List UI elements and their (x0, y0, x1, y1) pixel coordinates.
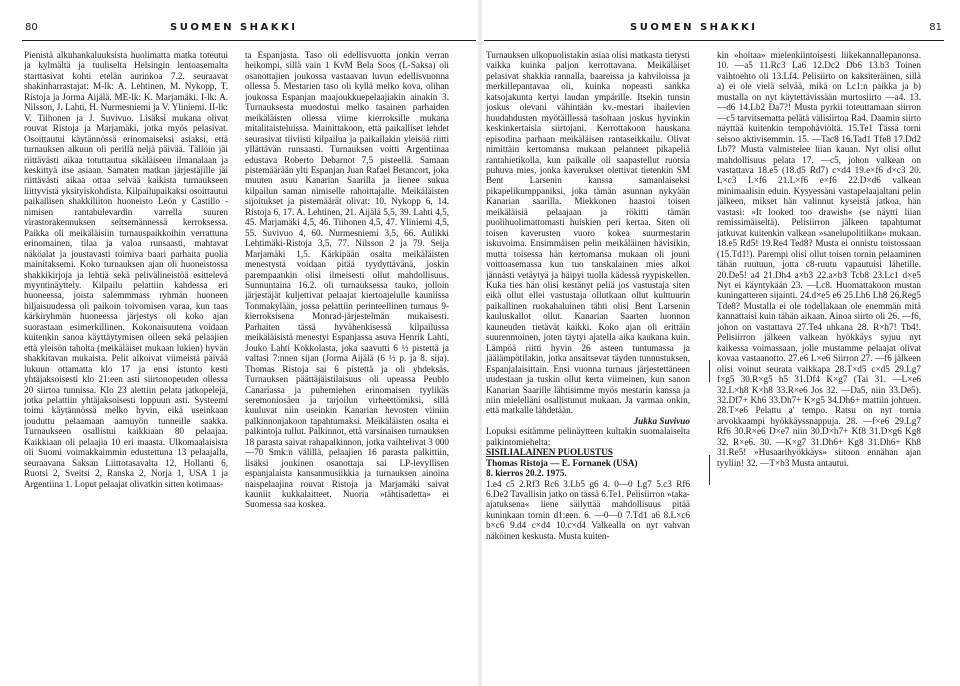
game-moves: 1.e4 c5 2.Rf3 Rc6 3.Lb5 g6 4. 0—0 Lg7 5.c3 Rf6 6.De2 Tavallisin jatko on tässä 6.Te1. Pelisiirron »taka-ajatuksena« liene säilyttää mahdollisuus pitää kuninkaan tornin d1:een. 6. —0—0 7.Td1 a6 8.L×c6 b×c6 9.d4 c×d4 10.c×d4 Valkealla on nyt vahvan näköinen keskusta. Musta kuiten- (486, 478, 690, 541)
game-intro: Lopuksi esitämme pelinäytteen kultakin suomalaiselta palkintomiehelta: (486, 426, 690, 447)
page-header (0, 22, 478, 36)
article-text: Pienistä alkuhankaluuksista huolimatta matka toteutui ja kylmältä ja tuuliselta Helsingin lentoasemalta starttasivat kohti etelän aurinkoa 7.2. seuraavat shakinharrastajat: M-lk: A. Lehtinen, M. Nykopp, T. Ristoja ja Jorma Aijälä. ME-lk: K. Marjamäki. I-lk: A. Nilsson, J. Lahti, H. Nurmesniemi ja V. Yliniemi. II-lk: V. Tiihonen ja J. Suvivuo. Lisäksi mukana olivat rouvat Ristoja ja Marjamäki, jotka myös pelasivat. Osoittautui käytännössä erinomaiseksi asiaksi, että turnauksen alkuun oli perillä neljä päivää. Tällöin jäi riittävästi aikaa totuttautua sikäläiseen ilmanalaan ja keskittyä itse asiaan. Samaten matkan järjestäjille jäi riittävästi aikaa ottaa selvää kaikista turnaukseen liittyvistä yksityiskohdista. Kilpailupaikaksi osoittautui paikallisen shakkiliiton huoneisto León y Castillo -nimisen rantabulevardin varrella suuren virastorakennuksen seitsemännessä kerroksessa. Paikka oli meikäläisiin turnauspaikkoihin verrattuna erinomainen, tilaa ja valoa runsaasti, mahtavat näköalat ja joustavasti toimiva baari parhaita puolia mainitaksemi. Koko turnauksen ajan oli huoneistossa shakkikirjoja ja lehtiä sekä pelivälineistöä esittelevä myyntinäyttely. Kilpailu pelattiin kahdessa eri huoneessa, joista salemmmass ryhmän huoneen hiljaisuudessa oli paikoin toivomisen varaa, kun taas kärkiryhmän huoneessa järjestys oli koko ajan suorastaan esimerkillinen. Kokonaisuutena voidaan kuitenkin sanoa käyttäytymisen olleen sekä pelaajien että yleisön taholta (meikäläiset mukaan lukien) hyvän shakkitavan mukaista. Pelit alkoivat viimeistä päivää lukuun ottamatta klo 17 ja ensi istunto kesti yhtäjaksoisesti klo 21:een asti siirtonopeuden ollessa 20 siirtoa tunnissa. Klo 23 alettiin pelata jatkopelejä, jotka pelattiin yhtäjaksoisesti loppuun asti. Systeemi toimi käytännössä melko hyvin, eikä useinkaan jouduttu pelaamaan aamuyön tunneille saakka. Turnaukseen osallistui kaikkiaan 80 pelaajaa. Kaikkiaan oli pelaajia 10 eri maasta. Ulkomaalaisista oli Suomi voimakkaimmin edustettuna 13 pelaajalla, seuraavana Saksan Liittotasavalta 12, Hollanti 6, Ruotsi 2, Sveitsi 2, Ranska 2, Norja 1, USA 1 ja Argentiina 1. Loput pelaajat olivatkin sitten kotimaas- (24, 50, 228, 489)
article-column-4 (717, 50, 921, 682)
article-column-1 (24, 50, 228, 682)
page-number: 80 (25, 22, 38, 33)
magazine-title: SUOMEN SHAKKI (170, 22, 298, 33)
article-text: ta Espanjasta. Taso oli edellisvuotta jonkin verran heikompi, sillä vain 1 KvM Bela Soos (L-Saksa) oli osanottajien joukossa vastaavan luvun edellisvuonna ollessa 5. Mestarien taso oli kyllä melko kova, olihan joukossa Espanjan maajoukkuepelaajiakin ainakin 3. Turnauksesta muodostui melko tasainen parhaiden meikäläisten ollessa viime kierroksille mukana mitalitaisteluissa. Mainittakoon, että paikalliset lehdet seurasivat tiiviisti kilpailua ja paikallakin yleisöä riitti yllättävän runsaasti. Turnauksen voitti Argentiinaa edustava Roberto Debarnot 7,5 pisteellä. Samaan pistemäärään ylti Espanjan Juan Rafael Betancort, joka muuten asuu Kanarian Saarilla ja lienee sukua kilpailun saman nimiselle rahoittajalle. Meikäläisten sijoitukset ja pistemäärät olivat: 10. Nykopp 6, 14. Ristoja 6, 17. A. Lehtinen, 21. Aijälä 5,5, 39. Lahti 4,5, 45. Marjamäki 4,5, 46. Tiihonen 4,5, 47. Yliniemi 4,5, 55. Suvivuo 4, 60. Nurmesniemi 3,5, 66. Aulikki Lehtimäki-Ristoja 3,5, 77. Nilsson 2 ja 79. Seija Marjamäki 1,5. Kärkipään osalta meikäläisten menestystä voidaan pitää tyydyttävänä, joskin parempaankin olisi ilmeisesti ollut mahdollisuus. Sunnuntaina 16.2. oli turnauksessa tauko, jolloin järjestäjät kuljettivat pelaajat kiertoajelulle kauniissa Tonmakylään, jossa pelattiin perinteellinen turnaus 9-kierroksisena Monrad-järjestelmän mukaisesti. Parhaiten tässä hyvähenkisessä kilpailussa meikäläisistä menestyi Espanjassa asuva Henrik Lahti, Jouko Lahti Kokkolasta, joka saavutti 6 ½ pistettä ja valtasi 7:nnen sijan (Jorma Aijälä (6 ½ p. ja 8. sija). Thomas Ristoja sai 6 pistettä ja oli yhdeksäs. Turnauksen päättäjäistilaisuus oli upeassa Peublo Canariassa ja puhemiehen erinomaisen tyylikäs seremoniosäen ja tarjoilun virheettömiksi, sillä kuuluvat niin useinkin Kanarian hevosten viiniin palkinnonjakoon tapahtumaksi. Meikäläisten osalta ei palkintoja tullut. Palkinnot, että varsinaisen turnauksen 18 parasta saivat rahapalkinnon, jotka vaihtelivat 3 000—70 Smk:n välillä, pelaajien 16 parasta palkittiin, lisäksi joukinen osanottaja sai LP-levyllisen espanjalaista kansanmusiikkia ja turnauksen ainoina naispelaajina rouvat Ristoja ja Marjamäki saivat kauniit kukkalaitteet. Nuoria »tähtisadetta» ei Suomessa saa koskea. (245, 50, 449, 510)
game-players: Thomas Ristoja — E. Fornanek (USA) (486, 457, 638, 468)
game-commentary: kin »hoitaa» mielenkiintoisesti liikekannallepanonsa. 10. —a5 11.Rc3 La6 12.Dc2 Db6 13.b3 Toinen vaihtoehto oli 13.Lf4. Pelisiirto on kaksiteräinen, sillä a) ei ole vielä selvää, mikä on Lc1:n paikka ja b) mustalla on nyt käytettävissään murtosiirto —a4. 13. —d6 14.Lb2 Da7?! Musta pyrkii toteuttamaan siirron —c5 tarvitsematta pelätä välisiirtoa Ra4. Daamin siirto näyttää kuitenkin tempohäviöltä. 15.Te1 Tässä torni seisoo aktivisemmin. 15. —Tac8 16.Tad1 Tfe8 17.Dd2 Lb7? Musta valmistelee liian kauan. Nyt olisi ollut mahdollisuus pelata 17. —c5, johon valkean on vastattava 18.e5 (18.d5 Rd7) c×d4 19.e×f6 d×c3 20. L×c3 L×f6 21.L×f6 e×f6 22.D×d6 valkean minimaalisin eduin. Kysyessäni vastapelaajaltani pelin jälkeen, mikset hän valinnut kyseistä jatkoa, hän vastasi: »It looked too drawish« (se näytti liian remissimäiseltä). Pelisiirron jälkeen tapahtumat jatkuvat kuitenkin valkean »sanelupolitiikan« mukaan. 18.e5 Rd5! 19.Re4 Ted8? Musta ei onnistu toistossaan (15.Td1!). Parempi olisi ollut toisen tornin pelaaminen tähän ruutuun, jotta c8-ruutu vapautuisi lähetille. 20.De5! a4 21.Dh4 a×b3 22.a×b3 Tcb8 23.Lc1 d×e5 Nyt ei käyntykään 23. —Lc8. Huomattakoon mustan kuningatteren sijainti. 24.d×e5 e6 25.Lh6 Lh8 26.Reg5 Tde8? Mustalla ei ole todellakaan ole enemmän mitä kannattaisi kuin tähän aikaan. Ainoa siirto oli 26. —f6, johon on vastattava 27.Te4 uhkana 28. R×h7! Tb4!. Pelisiirron jälkeen valkean hyökkäys syjuu nyt kaikessa voimassaan, jolle mustamme pelaajat olivat kovaa vastaanotto. 27.e6 L×e6 Siirron 27. —f6 jälkeen olisi voinut seurata vaikkapa 28.T×d5 c×d5 29.Lg7 f×g5 30.R×g5 h5 31.Df4 K×g7 (Tai 31. —L×e6 32.L×h8 K×h8 33.R×e6 Jos 32. —Da5, niin 33.De5). 32.Df7+ Kh6 33.Dh7+ K×g5 34.Dh6+ mattiin johtuen. 28.T×e6 Pelattu a' tempo. Ratsu on nyt tornia arvokkaampi hyökkäyssnappuja. 28. —f×e6 29.Lg7 Rf6 30.R×e6 D×e7 niin 30.D×h7+ Kf8 31.D×g6 Kg8 32. R×e6. 30. —K×g7 31.Dh6+ Kg8 31.Dh6+ Kh8 31.Re5! »Husaarihyökkäys» siitoon ennähan ajan tyyliin! 32. —T×b3 Musta antautui. (717, 50, 921, 468)
game-round: 8. kierros 20.2. 1975. (486, 468, 567, 479)
left-page (0, 0, 478, 686)
right-page (482, 0, 960, 686)
margin-mark (709, 455, 710, 485)
article-column-2 (245, 50, 449, 682)
article-column-3 (486, 50, 690, 682)
header-rule (22, 40, 476, 41)
article-text: Turnauksen ulkopuolistakin asiaa olisi matkasta tietysti vaikka kuinka paljon kerrottavana. Meikäläiset pelasivat shakkia rannalla, baareissa ja kahviloissa ja merkillepantavaa oli, kuinka nopeasti sankka katsojakunta kertyi laudan ympärille. Itsekin tunsin joskus olevani vähintään kv.-mestari ihailevien huudahdusten myötäillessä tasoltaan joskus hyvinkin keskinkertaisia siirtojani. Kerrottakoon hauskana episodina parhaan meikäläisen rantaseikkailu. Olivat nimittäin kertomansa mukaan pelanneet pikapeliä rantahietikolla, kun paikalle oli saapastellut ruotsia puhuva mies, jonka kaverukset olettivat tietenkin SM Bent Larsenin kanssa samanlaiseksi pikapelikumppaniksi, joka tämän asunnan nykyään Kanarian saarilla. Miekkonen haastoi toisen meikäläisiä pelaajaan ja rökitti tämän puolihuolimattomasti huiskien peri kertaa. Siten oli toisen kaverusten vuoro kokea suurmestarin iskuvoima. Ensimmäisen pelin meikäläinen hävisikin, mutta toisessa hän kertomansa mukaan oli jouni voittoasemassa kun tuo tanskalainen mies alkoi jännästi vetäytyä ja häipyi tuolla kädessä ryypiskellen. Kuka ties hän olisi kestänyt peliä jos vastustaja siten eikä ollut ellei vastustaja ollutkaan ollut kulttuurin paikallinen ruokahaluinen tähti olisi Bent Larsenin kauluskallot ollut. Kanarian Saarten luonnon kauneuden tietävät kaikki. Koko ajan oli erittäin suurenmoinen, joten täytyi ajatella aika kaukana kuin. Lämpöä riitti hyvin 26 asteen tuntumassa ja jäälämpötilakin, jotka ansaitsevat täyden tunnustuksen, Espanjalaisittain. Ensi vuonna turnaus järjestettäneen uudestaan ja tuskin ollut kerta viimeinen, kun sanon Kanarian Saarille lähtisimme myös mestarin kanssa ja niin mielelläni osallistunut mukaan. Ja varmaa onkin, että matkalle lähdetään. (486, 50, 690, 416)
opening-title: SISILIALAINEN PUOLUSTUS (486, 447, 613, 458)
page-header (482, 22, 960, 36)
author-signature: Jukka Suvivuo (633, 415, 690, 426)
magazine-title: SUOMEN SHAKKI (630, 22, 758, 33)
header-rule (484, 40, 944, 41)
margin-mark (709, 360, 710, 382)
page-number: 81 (929, 22, 942, 33)
